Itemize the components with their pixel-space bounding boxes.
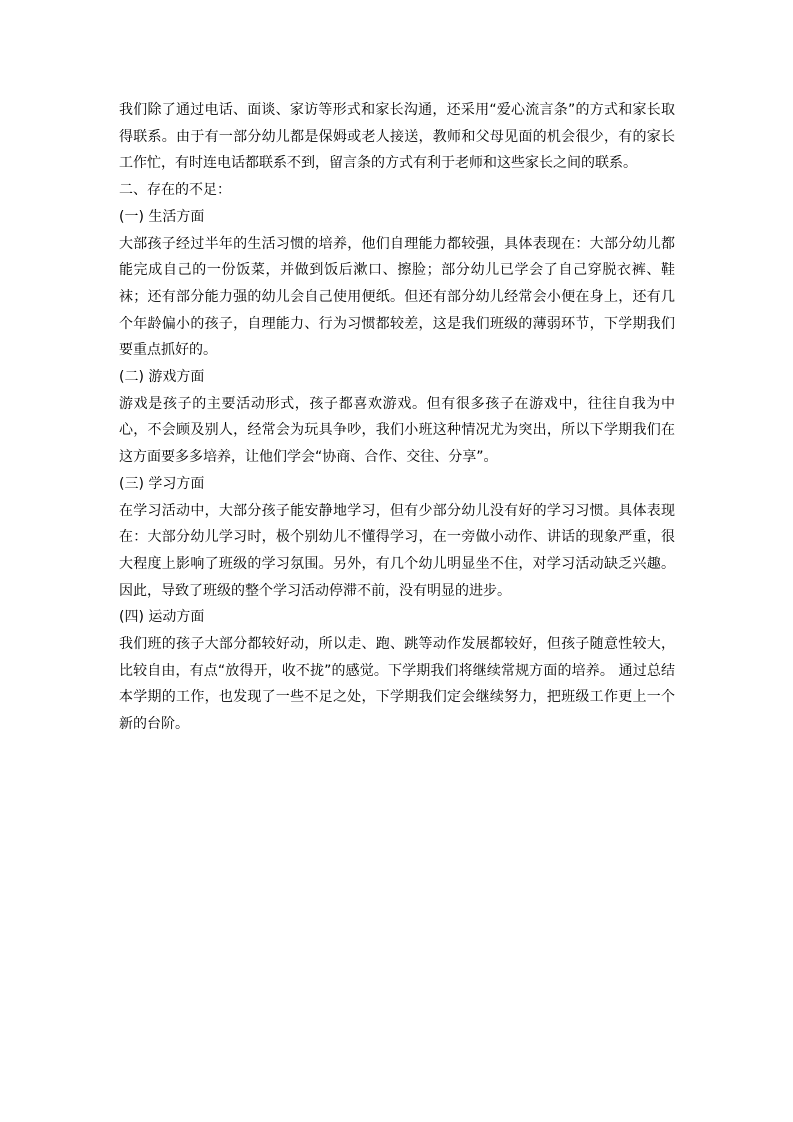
paragraph-learning: 在学习活动中，大部分孩子能安静地学习，但有少部分幼儿没有好的学习习惯。具体表现在：大部分幼儿学习时，极个别幼儿不懂得学习，在一旁做小动作、讲话的现象严重，很大程度上影响了班级的学习氛围。另外，有几个幼儿明显坐不住，对学习活动缺乏兴趣。因此，导致了班级的整个学习活动停滞不前，没有明显的进步。 [119, 502, 675, 599]
subheading-games: (二) 游戏方面 [119, 369, 205, 386]
subheading-daily-life: (一) 生活方面 [119, 208, 205, 225]
paragraph-parent-communication: 我们除了通过电话、面谈、家访等形式和家长沟通，还采用“爱心流言条”的方式和家长取得联系。由于有一部分幼儿都是保姆或老人接送，教师和父母见面的机会很少，有的家长工作忙，有时连电话都联系不到，留言条的方式有利于老师和这些家长之间的联系。 [119, 102, 675, 172]
subheading-learning: (三) 学习方面 [119, 475, 205, 492]
paragraph-games: 游戏是孩子的主要活动形式，孩子都喜欢游戏。但有很多孩子在游戏中，往往自我为中心，不会顾及别人，经常会为玩具争吵，我们小班这种情况尤为突出，所以下学期我们在这方面要多多培养，让他们学会“协商、合作、交往、分享”。 [119, 395, 675, 466]
document-body [119, 97, 675, 738]
paragraph-sports: 我们班的孩子大部分都较好动，所以走、跑、跳等动作发展都较好，但孩子随意性较大，比较自由，有点“放得开，收不拢”的感觉。下学期我们将继续常规方面的培养。 通过总结本学期的工作，也发现了一些不足之处，下学期我们定会继续努力，把班级工作更上一个新的台阶。 [119, 636, 675, 733]
heading-shortcomings: 二、存在的不足： [119, 182, 231, 199]
subheading-sports: (四) 运动方面 [119, 609, 205, 626]
paragraph-daily-life: 大部孩子经过半年的生活习惯的培养，他们自理能力都较强，具体表现在：大部分幼儿都能完成自己的一份饭菜，并做到饭后漱口、擦脸；部分幼儿已学会了自己穿脱衣裤、鞋袜；还有部分能力强的幼儿会自己使用便纸。但还有部分幼儿经常会小便在身上，还有几个年龄偏小的孩子，自理能力、行为习惯都较差，这是我们班级的薄弱环节，下学期我们要重点抓好的。 [119, 235, 675, 359]
